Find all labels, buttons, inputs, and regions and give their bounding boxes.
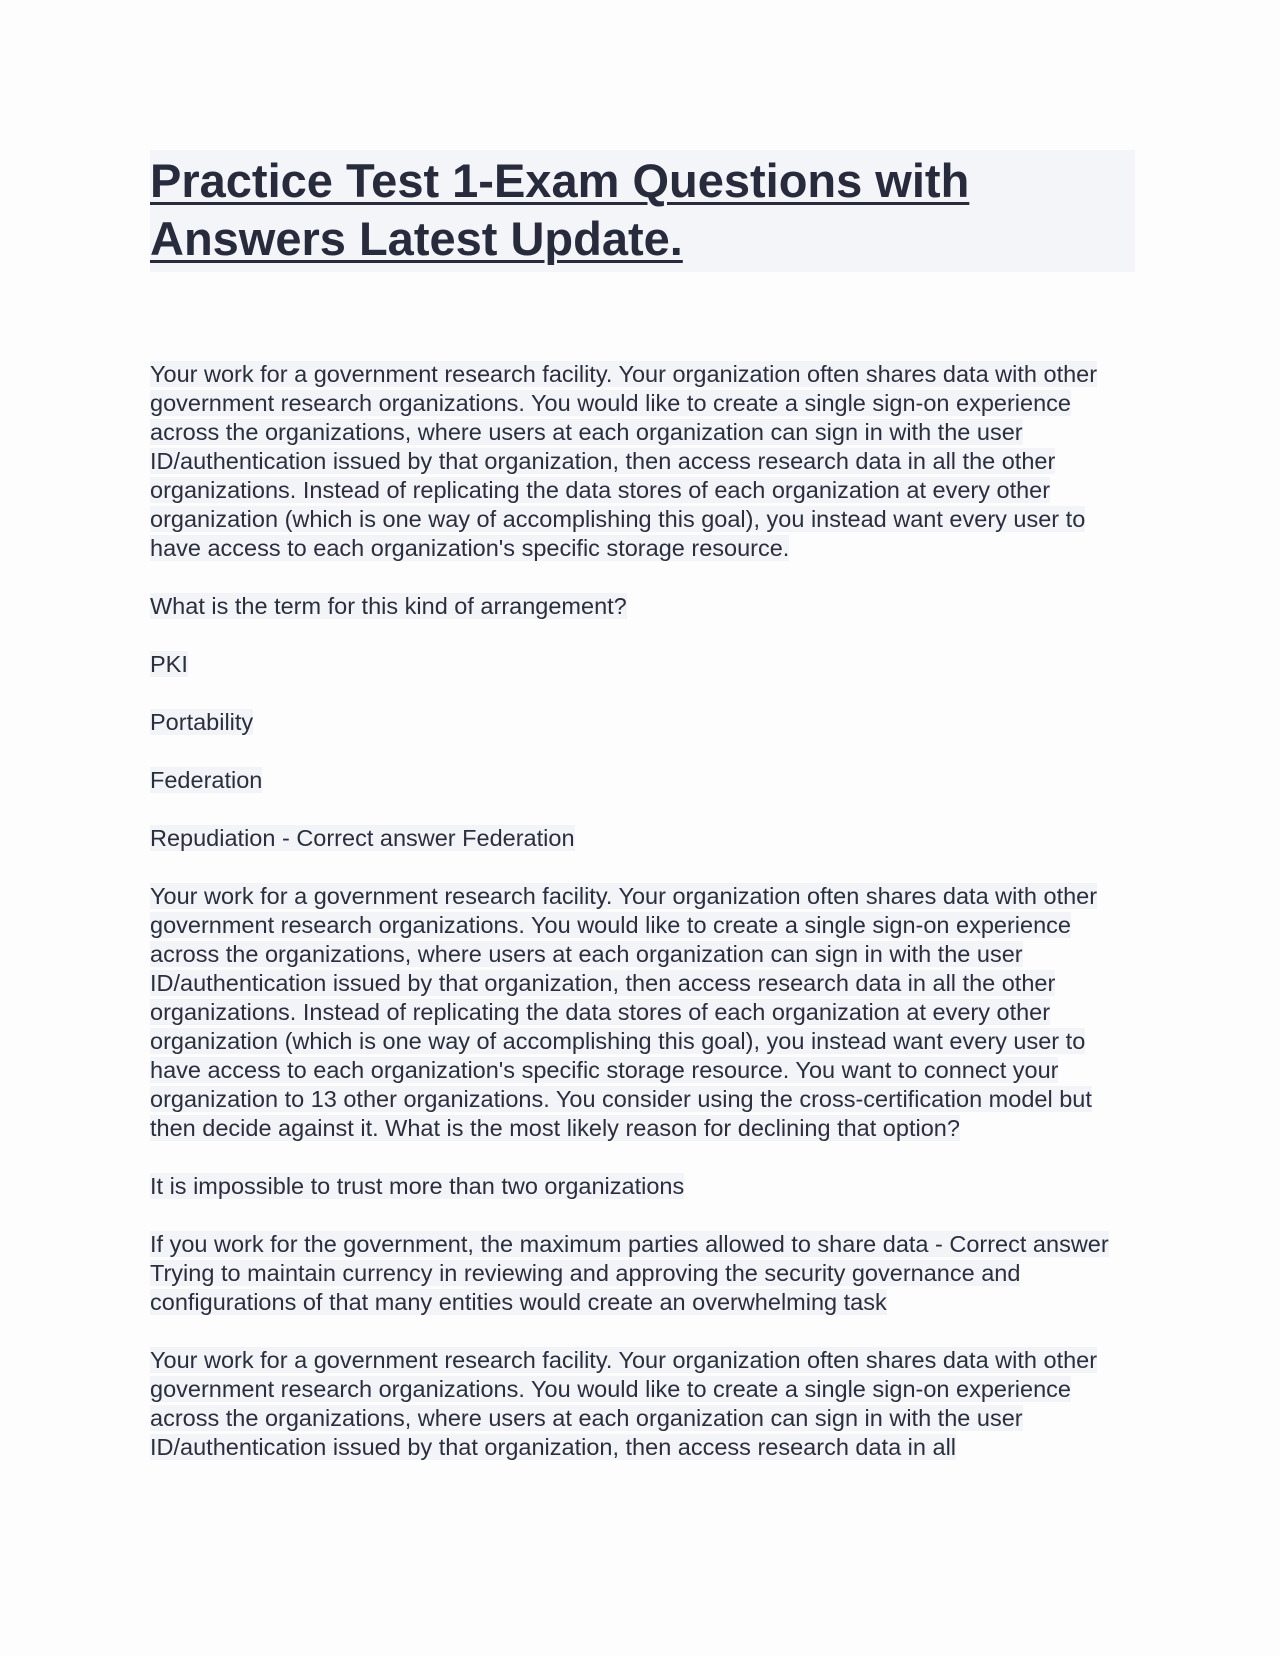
paragraph-text: Federation [150, 767, 263, 793]
title-block [150, 150, 1135, 272]
answer-option [150, 1172, 1135, 1201]
paragraph-text: PKI [150, 651, 188, 677]
paragraph-text: Repudiation - Correct answer Federation [150, 825, 575, 851]
document-page [150, 150, 1135, 1491]
answer-option-with-correct-answer [150, 1230, 1135, 1317]
question-2-stem [150, 882, 1135, 1143]
answer-option [150, 708, 1135, 737]
document-title: Practice Test 1-Exam Questions with Answers Latest Update. [150, 154, 970, 265]
question-1-prompt [150, 592, 1135, 621]
paragraph-text: If you work for the government, the maximum parties allowed to share data - Correct answer Trying to maintain currency in reviewing and approving the security governance and configurations of that many entities would create an overwhelming task [150, 1231, 1109, 1315]
paragraph-text: Your work for a government research facility. Your organization often shares data with other government research organizations. You would like to create a single sign-on experience across the organizations, where users at each organization can sign in with the user ID/authentication issued by that organization, then access research data in all [150, 1347, 1098, 1460]
answer-option-with-correct-answer [150, 824, 1135, 853]
answer-option [150, 650, 1135, 679]
question-3-stem [150, 1346, 1135, 1462]
paragraph-text: What is the term for this kind of arrangement? [150, 593, 627, 619]
paragraph-text: It is impossible to trust more than two organizations [150, 1173, 685, 1199]
paragraph-text: Your work for a government research facility. Your organization often shares data with other government research organizations. You would like to create a single sign-on experience across the organizations, where users at each organization can sign in with the user ID/authentication issued by that organization, then access research data in all the other organizations. Instead of replicating the data stores of each organization at every other organization (which is one way of accomplishing this goal), you instead want every user to have access to each organization's specific storage resource. You want to connect your organization to 13 other organizations. You consider using the cross-certification model but then decide against it. What is the most likely reason for declining that option? [150, 883, 1098, 1141]
answer-option [150, 766, 1135, 795]
document-body [150, 360, 1135, 1462]
paragraph-text: Your work for a government research facility. Your organization often shares data with other government research organizations. You would like to create a single sign-on experience across the organizations, where users at each organization can sign in with the user ID/authentication issued by that organization, then access research data in all the other organizations. Instead of replicating the data stores of each organization at every other organization (which is one way of accomplishing this goal), you instead want every user to have access to each organization's specific storage resource. [150, 361, 1098, 561]
question-1-stem [150, 360, 1135, 563]
paragraph-text: Portability [150, 709, 254, 735]
